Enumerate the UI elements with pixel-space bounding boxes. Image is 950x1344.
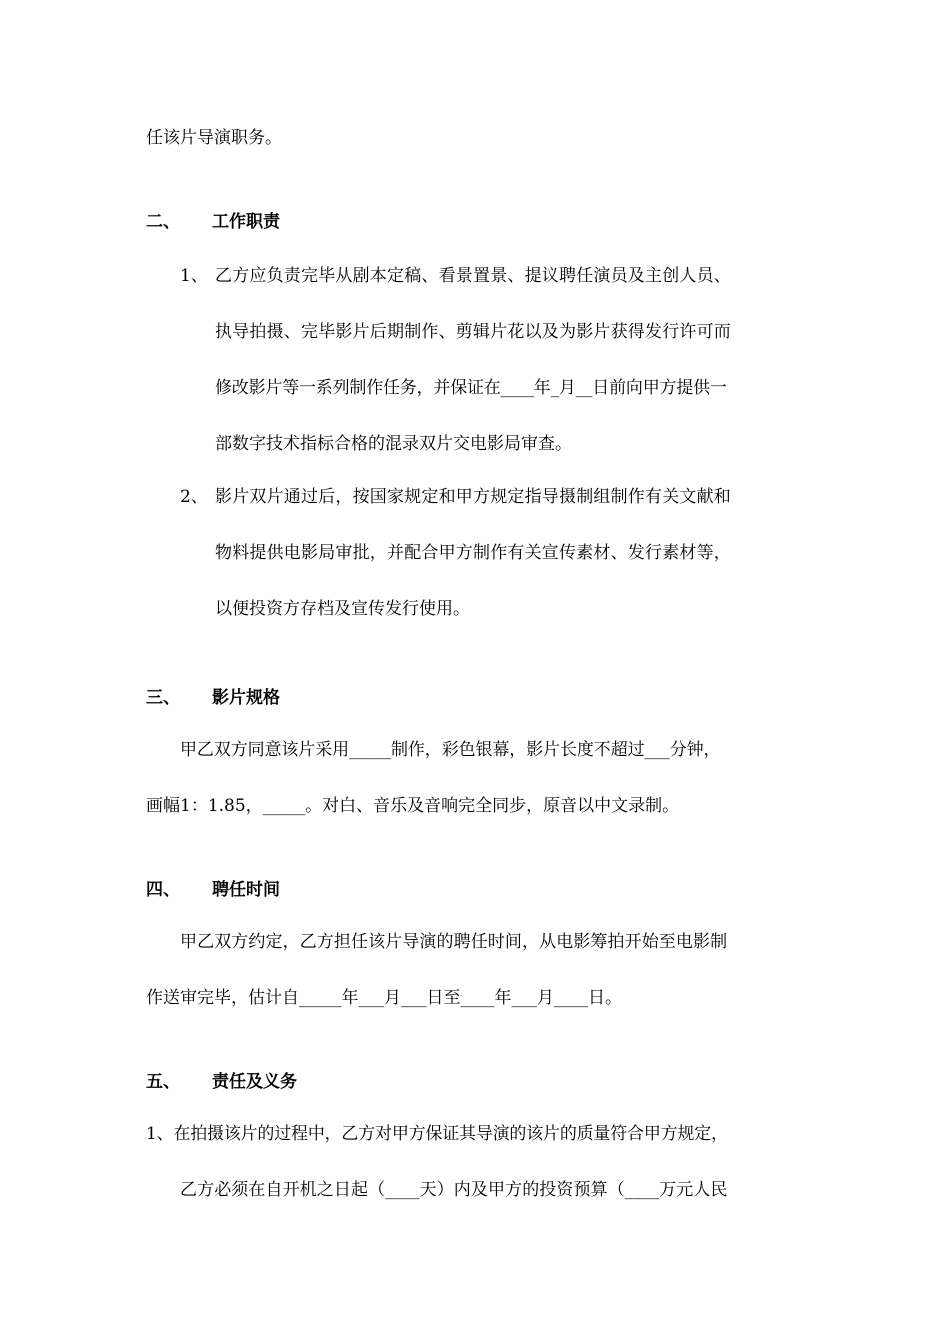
section-5-number: 五、 xyxy=(146,1072,180,1092)
section-2-number: 二、 xyxy=(146,212,180,232)
section-4-line-1: 甲乙双方约定，乙方担任该片导演的聘任时间，从电影筹拍开始至电影制 xyxy=(180,932,728,952)
section-4-number: 四、 xyxy=(146,880,180,900)
section-5-title: 责任及义务 xyxy=(212,1072,297,1092)
section-2-item-2-line-1: 影片双片通过后，按国家规定和甲方规定指导摄制组制作有关文献和 xyxy=(215,487,731,507)
section-2-item-1-line-2: 执导拍摄、完毕影片后期制作、剪辑片花以及为影片获得发行许可而 xyxy=(215,322,731,342)
section-2-item-2-number: 2、 xyxy=(180,487,208,507)
section-2-title: 工作职责 xyxy=(212,212,280,232)
section-5-line-1: 1、在拍摄该片的过程中，乙方对甲方保证其导演的该片的质量符合甲方规定， xyxy=(146,1124,728,1144)
section-2-item-2-line-3: 以便投资方存档及宣传发行使用。 xyxy=(215,599,470,619)
section-2-item-1-number: 1、 xyxy=(180,266,208,286)
section-5-line-2: 乙方必须在自开机之日起（____天）内及甲方的投资预算（____万元人民 xyxy=(180,1180,728,1200)
section-3-number: 三、 xyxy=(146,688,180,708)
section-4-title: 聘任时间 xyxy=(212,880,280,900)
section-2-item-1-line-4: 部数字技术指标合格的混录双片交电影局审查。 xyxy=(215,434,572,454)
section-3-line-1: 甲乙双方同意该片采用_____制作，彩色银幕，影片长度不超过___分钟， xyxy=(180,740,721,760)
section-4-line-2: 作送审完毕，估计自_____年___月___日至____年___月____日。 xyxy=(146,988,622,1008)
section-3-line-2: 画幅1：1.85，_____。对白、音乐及音响完全同步，原音以中文录制。 xyxy=(146,796,680,816)
section-2-item-1-line-1: 乙方应负责完毕从剧本定稿、看景置景、提议聘任演员及主创人员、 xyxy=(215,266,731,286)
section-3-title: 影片规格 xyxy=(212,688,280,708)
section-2-item-1-line-3: 修改影片等一系列制作任务，并保证在____年_月__日前向甲方提供一 xyxy=(215,378,727,398)
intro-line: 任该片导演职务。 xyxy=(146,128,282,148)
section-2-item-2-line-2: 物料提供电影局审批，并配合甲方制作有关宣传素材、发行素材等， xyxy=(215,543,731,563)
